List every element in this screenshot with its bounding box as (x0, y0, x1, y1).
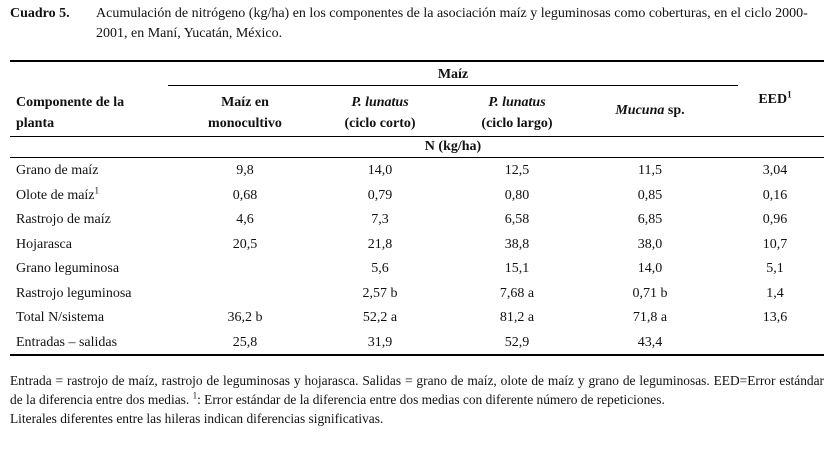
table-cell: 10,7 (762, 236, 788, 252)
col-header-lunatus-corto: P. lunatus (ciclo corto) (344, 95, 416, 131)
table-cell: 43,4 (637, 334, 663, 350)
table-cell: 12,5 (504, 163, 530, 178)
table-cell: 9,8 (236, 163, 254, 178)
table-cell: 15,1 (504, 261, 530, 276)
group-rule (168, 85, 738, 86)
header-rule (10, 136, 824, 137)
table-cell: 25,8 (232, 334, 258, 350)
row-label: Hojarasca (16, 236, 72, 252)
table-cell: 14,0 (637, 261, 663, 276)
footnote-1: Entrada = rastrojo de maíz, rastrojo de leguminosas y hojarasca. Salidas = grano de maíz, olote de maíz y grano de leguminosas. EED=Error estándar de la diferencia entre dos medias. $^1$: Error estándar de la diferencia entre dos medias con diferente número de repeticiones. (10, 373, 824, 407)
table-caption (10, 4, 825, 44)
table-cell: 1,4 (766, 285, 784, 301)
units-rule (10, 157, 824, 158)
table-cell: 5,1 (766, 261, 784, 276)
footnote-2: Literales diferentes entre las hileras indican diferencias significativas. (10, 410, 384, 426)
table-cell: 38,0 (637, 236, 663, 252)
table-cell: 52,2 a (362, 310, 398, 325)
table-cell: 4,6 (236, 212, 254, 227)
col-header-monocultivo: Maíz en monocultivo (208, 95, 282, 131)
table-cell: 0,85 (637, 187, 663, 203)
row-header-line2: planta (16, 116, 55, 131)
table-cell: 0,16 (762, 187, 788, 203)
table-cell: 0,68 (232, 187, 258, 203)
table-cell: 0,79 (367, 187, 393, 203)
table-cell: 31,9 (367, 334, 393, 350)
table-cell: 36,2 b (227, 310, 263, 325)
col-header-mucuna: Mucuna sp. (615, 103, 685, 118)
units-label: N (kg/ha) (424, 139, 482, 154)
caption-label: Cuadro 5. (10, 6, 70, 21)
table-cell: 0,96 (762, 212, 788, 227)
table-cell: 3,04 (762, 163, 788, 178)
table-cell: 6,85 (637, 212, 663, 227)
table-cell: 7,3 (371, 212, 389, 227)
table-cell: 11,5 (638, 163, 662, 178)
row-label: Entradas – salidas (16, 334, 118, 350)
col-header-lunatus-largo: P. lunatus (ciclo largo) (481, 95, 553, 131)
table-cell: 13,6 (762, 310, 788, 325)
table-cell: 20,5 (232, 236, 258, 252)
row-header (16, 92, 124, 134)
table-cell: 0,80 (504, 187, 530, 203)
bottom-rule (10, 354, 824, 356)
table-cell: 7,68 a (499, 285, 535, 301)
table-cell: 2,57 b (362, 285, 398, 301)
row-label: Olote de maíz$^1$ (16, 184, 100, 203)
table-cell: 14,0 (367, 163, 393, 178)
table-cell: 21,8 (367, 236, 393, 252)
top-rule (10, 60, 824, 62)
col-header-eed: EED$^1$ (758, 89, 792, 107)
table-cell: 71,8 a (632, 310, 668, 325)
row-header-line1: Componente de la (16, 95, 125, 110)
row-label: Grano de maíz (16, 163, 99, 178)
table-cell: 5,6 (371, 261, 389, 276)
row-label: Grano leguminosa (16, 261, 120, 276)
table-cell: 6,58 (504, 212, 530, 227)
table-footnotes (10, 372, 824, 428)
table-cell: 0,71 b (632, 285, 668, 301)
row-label: Total N/sistema (16, 310, 105, 325)
table-cell: 52,9 (504, 334, 530, 350)
caption-text: Acumulación de nitrógeno (kg/ha) en los componentes de la asociación maíz y leguminosas como coberturas, en el ciclo 2000-2001, en Maní, Yucatán, México. (96, 6, 808, 41)
table-cell: 81,2 a (499, 310, 535, 325)
row-label: Rastrojo leguminosa (16, 285, 132, 301)
group-header: Maíz (437, 67, 469, 82)
table-cell: 38,8 (504, 236, 530, 252)
row-label: Rastrojo de maíz (16, 212, 111, 227)
